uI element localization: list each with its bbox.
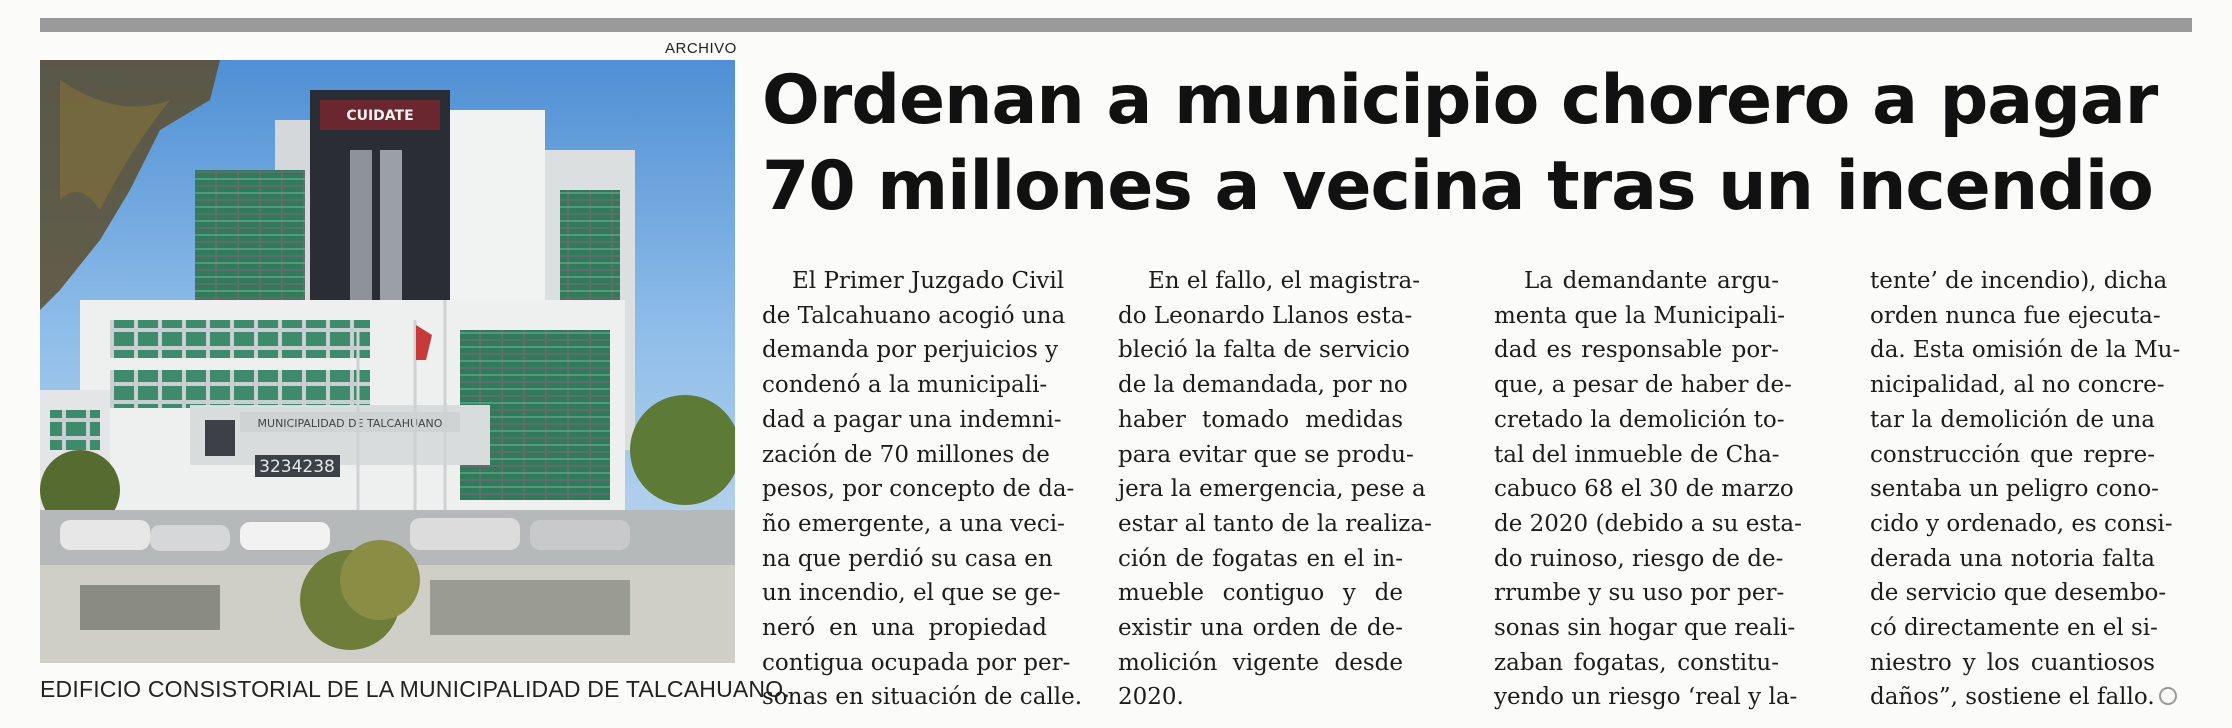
article-line: na que perdió su casa en xyxy=(762,545,1053,572)
article-line: có directamente en el si- xyxy=(1870,615,2158,642)
article-line: de la demandada, por no xyxy=(1118,372,1408,399)
article-line: de Talcahuano acogió una xyxy=(762,302,1066,329)
article-line: de 2020 (debido a su esta- xyxy=(1494,510,1802,537)
article-line: do ruinoso, riesgo de de- xyxy=(1494,545,1784,572)
article-line: condenó a la municipali- xyxy=(762,372,1048,399)
photo-caption: EDIFICIO CONSISTORIAL DE LA MUNICIPALIDAD DE TALCAHUANO. xyxy=(40,676,790,702)
headline xyxy=(762,58,2192,230)
article-line: rrumbe y su uso por per- xyxy=(1494,580,1785,607)
headline-line-1: Ordenan a municipio chorero a pagar xyxy=(762,61,2158,140)
article-line: El Primer Juzgado Civil xyxy=(792,268,1065,294)
article-line: do Leonardo Llanos esta- xyxy=(1118,302,1413,329)
article-line: cretado la demolición to- xyxy=(1494,406,1785,433)
article-line: zación de 70 millones de xyxy=(762,441,1050,468)
article-line: tar la demolición de una xyxy=(1870,406,2155,433)
article-line: jera la emergencia, pese a xyxy=(1118,476,1426,503)
article-column-1 xyxy=(762,264,1083,715)
article-line: La demandante argu- xyxy=(1524,268,1779,294)
article-line: menta que la Municipali- xyxy=(1494,302,1786,329)
article-line: estar al tanto de la realiza- xyxy=(1118,510,1432,537)
article-line: zaban fogatas, constitu- xyxy=(1494,649,1779,676)
article-line: construcción que repre- xyxy=(1870,441,2155,468)
article-line: yendo un riesgo ‘real y la- xyxy=(1494,684,1798,711)
article-line: dad es responsable por- xyxy=(1494,337,1779,364)
article-line: haber tomado medidas xyxy=(1118,406,1403,433)
article-line: molición vigente desde xyxy=(1118,649,1403,676)
article-column-2 xyxy=(1118,264,1432,715)
article-line: neró en una propiedad xyxy=(762,615,1047,642)
article-line: nicipalidad, al no concre- xyxy=(1870,372,2165,399)
article-line: contigua ocupada por per- xyxy=(762,649,1071,676)
article-line: 2020. xyxy=(1118,684,1184,711)
article-line: bleció la falta de servicio xyxy=(1118,337,1410,364)
article-line: ción de fogatas en el in- xyxy=(1118,545,1403,572)
article-line: que, a pesar de haber de- xyxy=(1494,372,1792,399)
article-line: existir una orden de de- xyxy=(1118,615,1403,642)
article-line: sonas en situación de calle. xyxy=(762,684,1083,711)
article-line: demanda por perjuicios y xyxy=(762,337,1059,364)
building-photo xyxy=(40,60,735,663)
article-line: cabuco 68 el 30 de marzo xyxy=(1494,476,1794,503)
article-line: de servicio que desembo- xyxy=(1870,580,2167,607)
article-line: mueble contiguo y de xyxy=(1118,580,1403,607)
article-line: daños”, sostiene el fallo. xyxy=(1870,684,2155,711)
article-line: pesos, por concepto de da- xyxy=(762,476,1075,503)
top-rule xyxy=(40,18,2192,32)
article-column-4 xyxy=(1870,264,2181,715)
phone-number-sign: 3234238 xyxy=(259,457,335,477)
article-line: sonas sin hogar que reali- xyxy=(1494,615,1796,642)
article-last-line xyxy=(1870,680,2155,715)
headline-line-2: 70 millones a vecina tras un incendio xyxy=(762,147,2153,226)
article-line: da. Esta omisión de la Mu- xyxy=(1870,337,2181,364)
photo-credit: ARCHIVO xyxy=(665,40,737,57)
end-of-article-icon xyxy=(2159,687,2177,705)
building-sign: MUNICIPALIDAD DE TALCAHUANO xyxy=(257,417,443,430)
article-line: derada una notoria falta xyxy=(1870,545,2155,572)
article-line: dad a pagar una indemni- xyxy=(762,406,1062,433)
article-column-3 xyxy=(1494,264,1802,715)
article-line: tal del inmueble de Cha- xyxy=(1494,441,1780,468)
banner-text: CUIDATE xyxy=(346,108,414,124)
article-line: niestro y los cuantiosos xyxy=(1870,649,2155,676)
article-line: para evitar que se produ- xyxy=(1118,441,1414,468)
article-line: un incendio, el que se ge- xyxy=(762,580,1061,607)
article-line: cido y ordenado, es consi- xyxy=(1870,510,2173,537)
article-line: En el fallo, el magistra- xyxy=(1148,268,1421,294)
article-line: sentaba un peligro cono- xyxy=(1870,476,2159,503)
article-line: tente’ de incendio), dicha xyxy=(1870,268,2168,294)
article-line: orden nunca fue ejecuta- xyxy=(1870,302,2161,329)
article-line: ño emergente, a una veci- xyxy=(762,510,1065,537)
